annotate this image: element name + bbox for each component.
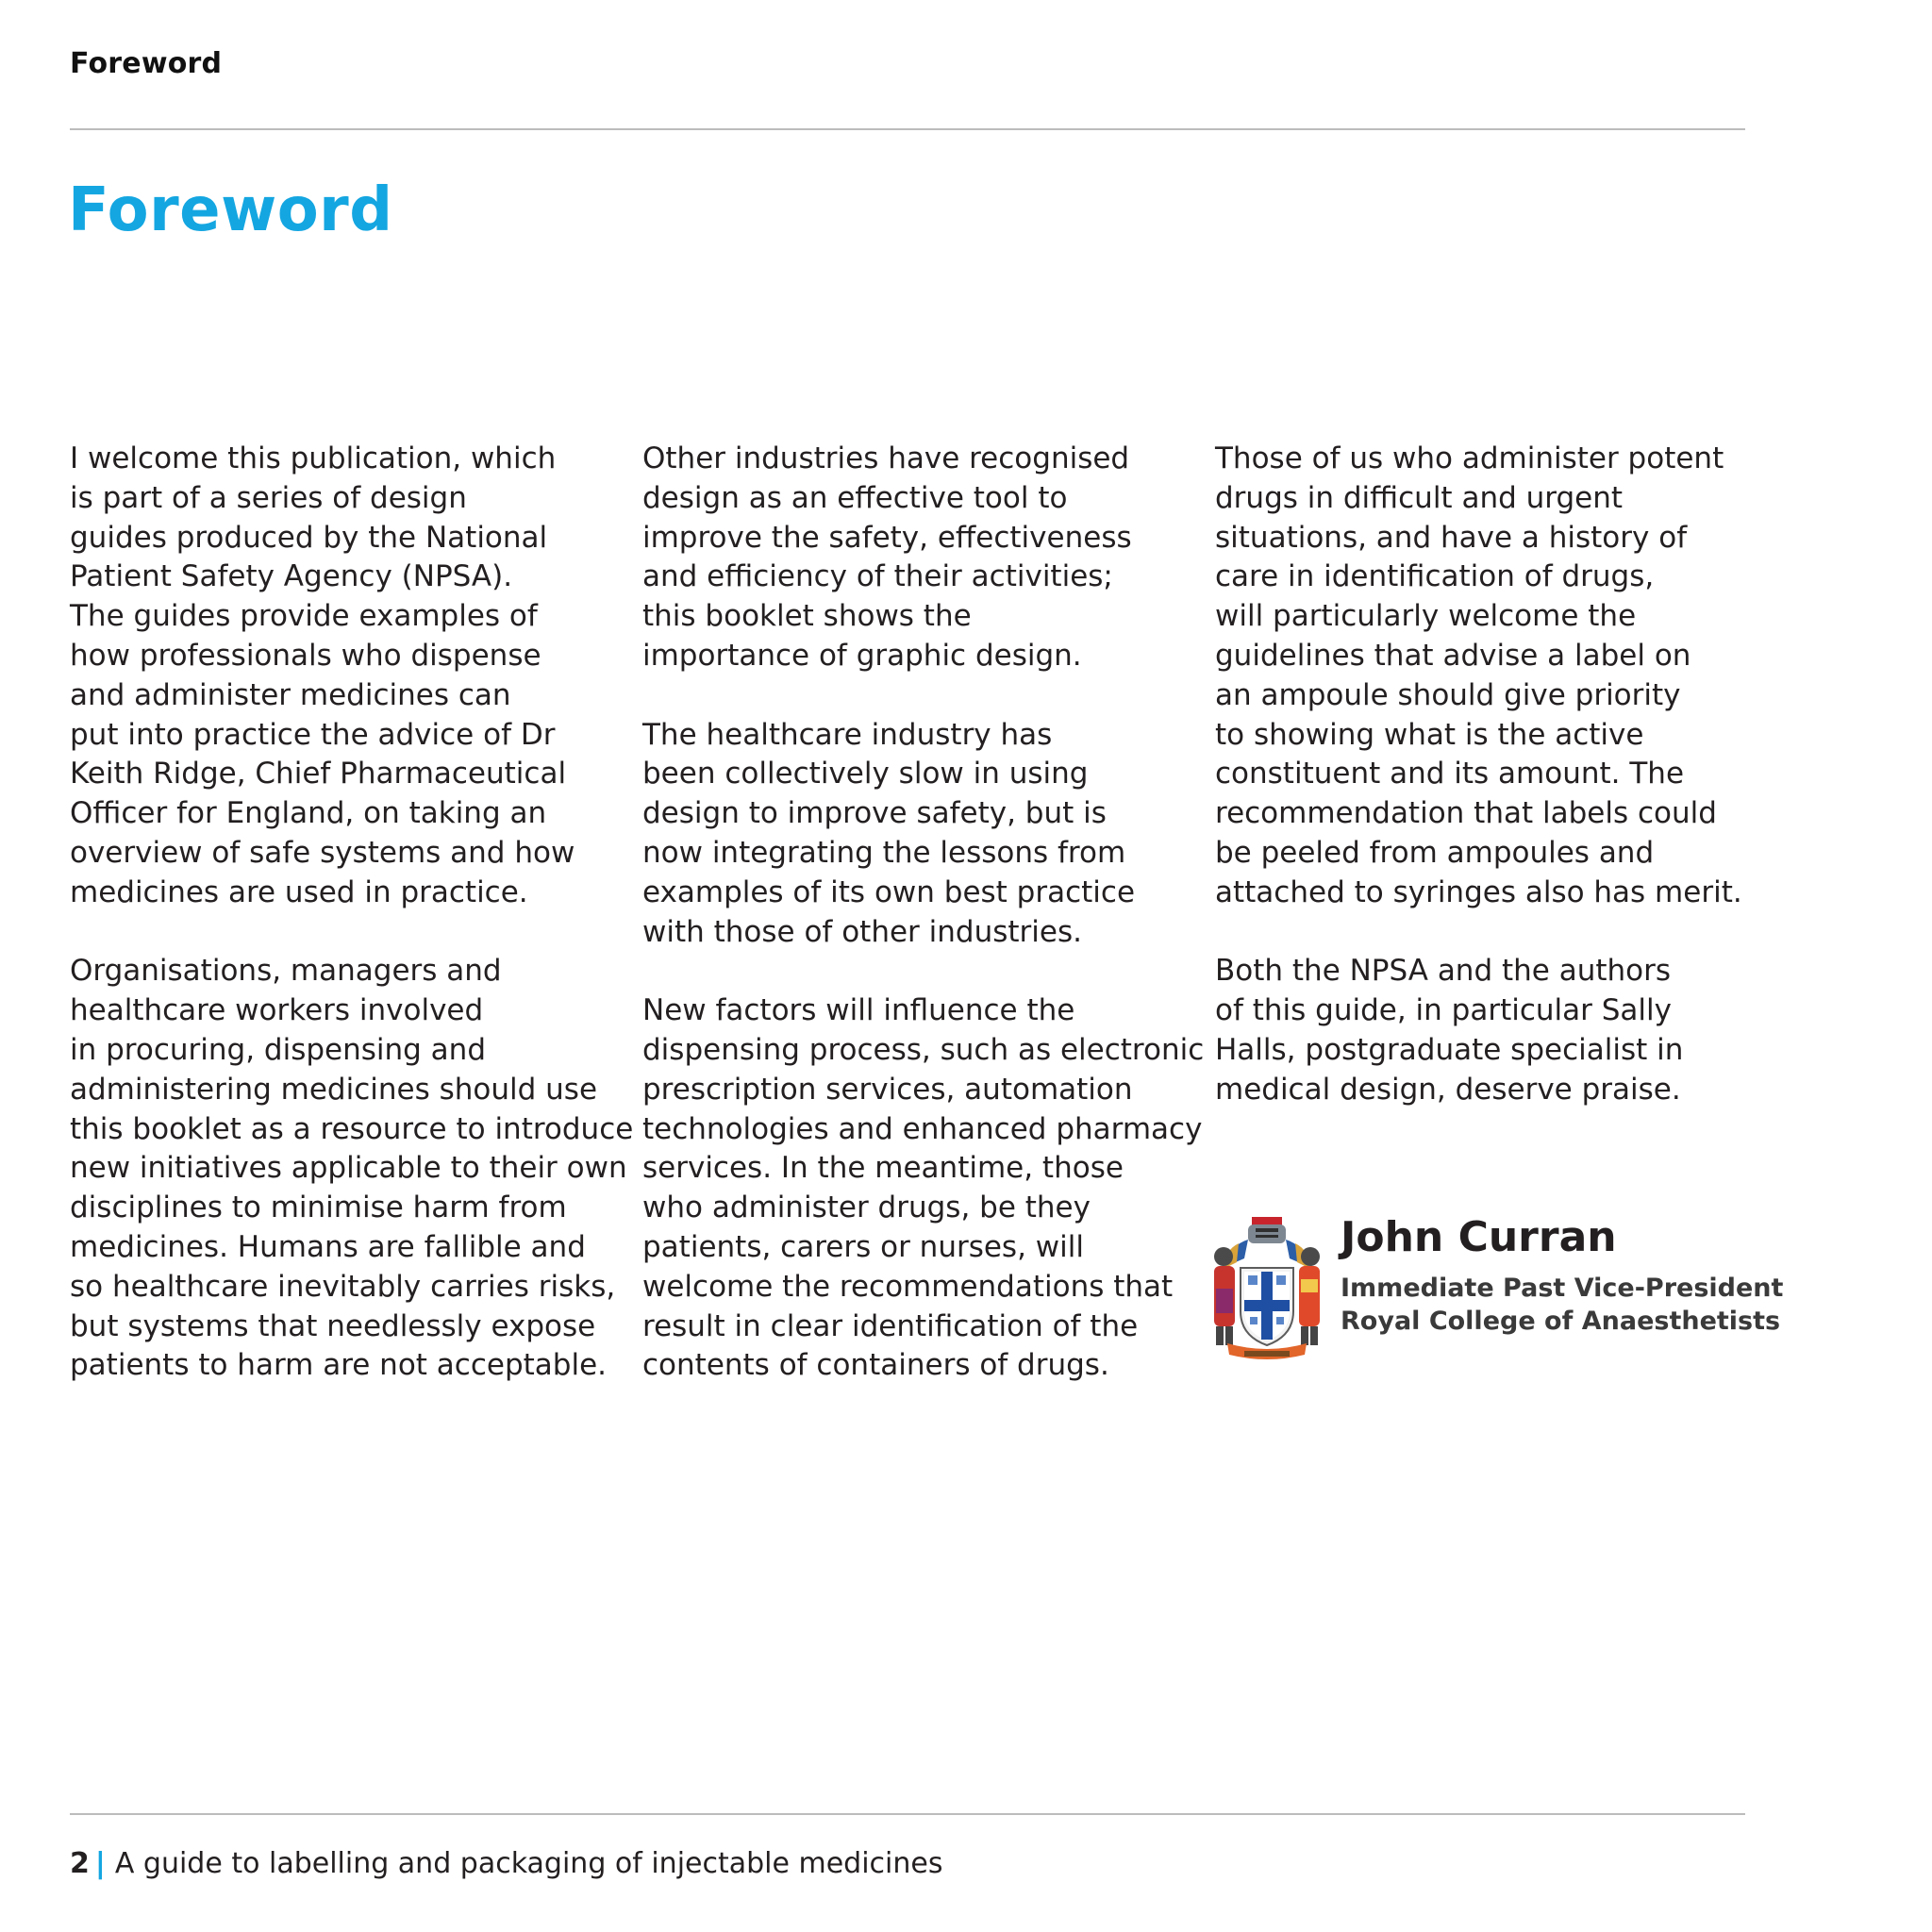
signature-block (1210, 1213, 1784, 1364)
text-column-1 (70, 440, 636, 1425)
paragraph: Those of us who administer potent drugs in difficult and urgent situations, and have a history of care in identification of drugs, will particularly welcome the guidelines that advise a label on an ampoule should give priority to showing what is the active constituent and its amount. The recommendation that labels could be peeled from ampoules and attached to syringes also has merit. (1215, 441, 1742, 909)
coat-of-arms-icon (1210, 1213, 1324, 1364)
page-footer (70, 1847, 943, 1880)
running-header-title: Foreword (70, 47, 223, 80)
signatory-name: John Curran (1341, 1213, 1617, 1261)
paragraph: New factors will influence the dispensing process, such as electronic prescription services, automation technologies and enhanced pharmacy services. In the meantime, those who administer drugs, be they patients, carers or nurses, will welcome the recommendations that result in clear identification of the contents of containers of drugs. (642, 993, 1205, 1383)
paragraph: The healthcare industry has been collectively slow in using design to improve safety, but is now integrating the lessons from examples of its own best practice with those of other industries. (642, 717, 1136, 949)
signatory-organisation: Royal College of Anaesthetists (1341, 1307, 1781, 1336)
header-divider (70, 128, 1745, 130)
footer-separator: | (94, 1847, 106, 1880)
publication-title: A guide to labelling and packaging of injectable medicines (114, 1847, 943, 1880)
paragraph: Both the NPSA and the authors of this guide, in particular Sally Halls, postgraduate specialist in medical design, deserve praise. (1215, 954, 1684, 1107)
signatory-title: Immediate Past Vice-President (1341, 1274, 1784, 1303)
page-number: 2 (70, 1847, 90, 1880)
page-title: Foreword (68, 175, 393, 245)
text-column-3 (1215, 440, 1781, 1149)
paragraph: Other industries have recognised design as an effective tool to improve the safety, effectiveness and efficiency of their activities; this booklet shows the importance of graphic design. (642, 441, 1132, 673)
paragraph: I welcome this publication, which is part of a series of design guides produced by the National Patient Safety Agency (NPSA). The guides provide examples of how professionals who dispense and administer medicines can put into practice the advice of Dr Keith Ridge, Chief Pharmaceutical Officer for England, on taking an overview of safe systems and how medicines are used in practice. (70, 441, 575, 909)
text-column-2 (642, 440, 1208, 1425)
paragraph: Organisations, managers and healthcare workers involved in procuring, dispensing and administering medicines should use this booklet as a resource to introduce new initiatives applicable to their own disciplines to minimise harm from medicines. Humans are fallible and so healthcare inevitably carries risks, but systems that needlessly expose patients to harm are not acceptable. (70, 954, 634, 1383)
footer-divider (70, 1813, 1745, 1815)
